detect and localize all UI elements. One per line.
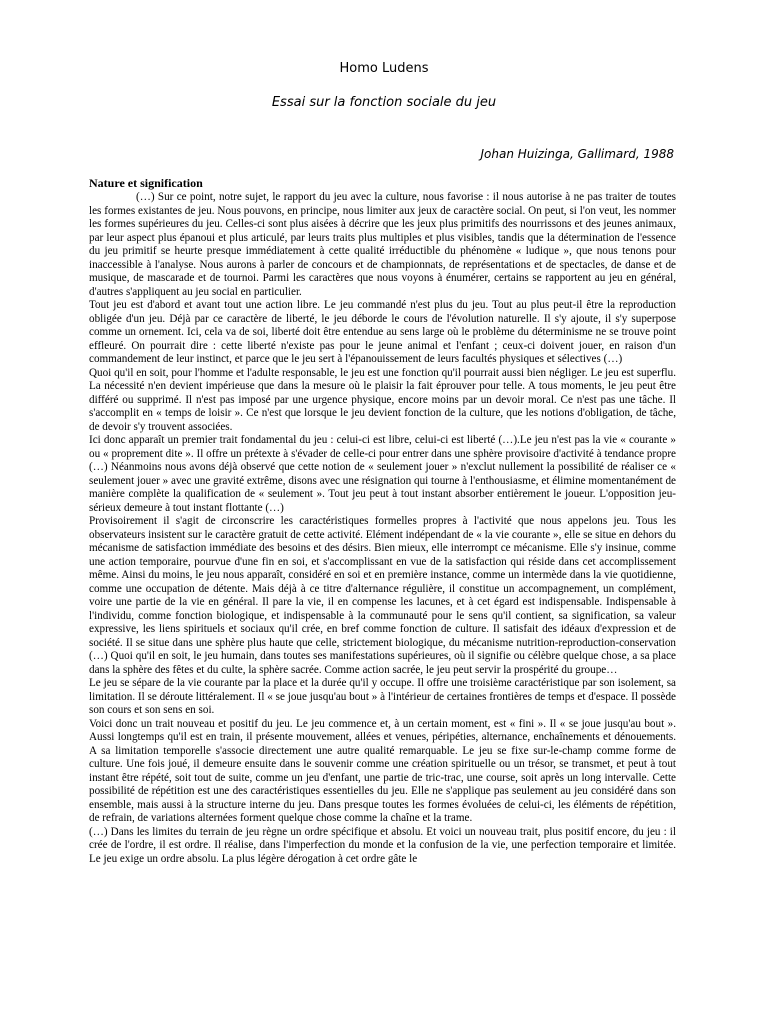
paragraph: Quoi qu'il en soit, pour l'homme et l'adulte responsable, le jeu est une fonction qu'il pourrait aussi bien négliger. Le jeu est superflu. La nécessité n'en devient impérieuse que dans la mesure où le plaisir la fait éprouver pour telle. A tous moments, le jeu peut être différé ou supprimé. Il n'est pas imposé par une urgence physique, encore moins par un devoir moral. Ce n'est pas une tâche. Il s'accomplit en « temps de loisir ». Ce n'est que lorsque le jeu devient fonction de la culture, que les notions d'obligation, de tâche, de devoir s'y trouvent associées. <box>89 366 676 433</box>
body-text <box>89 191 676 1021</box>
paragraph: Ici donc apparaît un premier trait fondamental du jeu : celui-ci est libre, celui-ci est liberté (…).Le jeu n'est pas la vie « courante » ou « proprement dite ». Il offre un prétexte à s'évader de celle-ci pour entrer dans une sphère provisoire d'activité à tendance propre (…) Néanmoins nous avons déjà observé que cette notion de « seulement jouer » n'exclut nullement la possibilité de réaliser ce « seulement jouer » avec une gravité extrême, disons avec une résignation qui tourne à l'enthousiasme, et élimine momentanément de manière complète la qualification de « seulement ». Tout jeu peut à tout instant absorber entièrement le joueur. L'opposition jeu-sérieux demeure à tout instant flottante (…) <box>89 434 676 514</box>
author-line: Johan Huizinga, Gallimard, 1988 <box>480 147 674 161</box>
paragraph: Tout jeu est d'abord et avant tout une action libre. Le jeu commandé n'est plus du jeu. Tout au plus peut-il être la reproduction obligée d'un jeu. Déjà par ce caractère de liberté, le jeu déborde le cours de l'évolution naturelle. Il s'y ajoute, il s'y superpose comme un ornement. Ici, cela va de soi, liberté doit être entendue au sens large où le problème du déterminisme ne se trouve point effleuré. On pourrait dire : cette liberté n'existe pas pour le jeune animal et l'enfant ; ceux-ci doivent jouer, en raison d'un commandement de leur instinct, et parce que le jeu sert à l'épanouissement de leurs facultés physiques et sélectives (…) <box>89 299 676 365</box>
section-heading: Nature et signification <box>89 176 203 190</box>
paragraph: Provisoirement il s'agit de circonscrire les caractéristiques formelles propres à l'activité que nous appelons jeu. Tous les observateurs insistent sur le caractère gratuit de cette activité. Elément indépendant de « la vie courante », elle se situe en dehors du mécanisme de satisfaction immédiate des besoins et des désirs. Bien mieux, elle interrompt ce mécanisme. Elle s'y insinue, comme une action temporaire, pourvue d'une fin en soi, et s'accomplissant en vue de la satisfaction qui réside dans cet accomplissement même. Ainsi du moins, le jeu nous apparaît, considéré en soi et en première instance, comme un intermède dans la vie quotidienne, comme une occupation de détente. Mais déjà à ce titre d'alternance régulière, il constitue un accompagnement, un complément, voire une partie de la vie en général. Il pare la vie, il en compense les lacunes, et à cet égard est indispensable. Indispensable à l'individu, comme fonction biologique, et indispensable à la communauté pour le sens qu'il contient, sa signification, sa valeur expressive, les liens spirituels et sociaux qu'il crée, en bref comme fonction de culture. Il satisfait des idéaux d'expression et de société. Il se situe dans une sphère plus haute que celle, strictement biologique, du mécanisme nutrition-reproduction-conservation (…) Quoi qu'il en soit, le jeu humain, dans toutes ses manifestations supérieures, où il signifie ou célèbre quelque chose, a sa place dans la sphère des fêtes et du culte, la sphère sacrée. Comme action sacrée, le jeu peut servir la prospérité du groupe… <box>89 515 676 676</box>
paragraph: Le jeu se sépare de la vie courante par la place et la durée qu'il y occupe. Il offre une troisième caractéristique par son isolement, sa limitation. Il se déroute littéralement. Il « se joue jusqu'au bout » à l'intérieur de certaines frontières de temps et d'espace. Il possède son cours et son sens en soi. <box>89 677 676 716</box>
paragraph: (…) Sur ce point, notre sujet, le rapport du jeu avec la culture, nous favorise : il nous autorise à ne pas traiter de toutes les formes existantes de jeu. Nous pouvons, en principe, nous limiter aux jeux de caractère social. On peut, si l'on veut, les nommer les formes supérieures du jeu. Celles-ci sont plus aisées à décrire que les jeux plus primitifs des nourrissons et des jeunes animaux, par leur aspect plus épanoui et plus articulé, par leurs traits plus multiples et plus visibles, tandis que la détermination de l'essence du jeu primitif se heurte presque immédiatement à cette qualité irréductible du phénomène « ludique », que nous tenons pour inaccessible à l'analyse. Nous aurons à parler de concours et de championnats, de représentations et de spectacles, de danse et de musique, de mascarade et de tournoi. Parmi les caractères que nous voyons à énumérer, certains se rapportent au jeu en général, d'autres s'appliquent au jeu social en particulier. <box>89 191 676 298</box>
document-subtitle: Essai sur la fonction sociale du jeu <box>271 95 497 110</box>
paragraph: Voici donc un trait nouveau et positif du jeu. Le jeu commence et, à un certain moment, est « fini ». Il « se joue jusqu'au bout ». Aussi longtemps qu'il est en train, il présente mouvement, allées et venues, péripéties, alternance, enchaînements et dénouements. A sa limitation temporelle s'associe directement une autre qualité remarquable. Le jeu se fixe sur-le-champ comme forme de culture. Une fois joué, il demeure ensuite dans le souvenir comme une création spirituelle ou un trésor, se transmet, et peut à tout instant être répété, soit tout de suite, comme un jeu d'enfant, une partie de tric-trac, une course, soit après un long intervalle. Cette possibilité de répétition est une des caractéristiques essentielles du jeu. Elle ne s'applique pas seulement au jeu considéré dans son ensemble, mais aussi à la structure interne du jeu. Dans presque toutes les formes évoluées de celui-ci, les éléments de répétition, de refrain, de variations alternées forment quelque chose comme la chaîne et la trame. <box>89 717 676 824</box>
document-title: Homo Ludens <box>339 61 429 76</box>
paragraph: (…) Dans les limites du terrain de jeu règne un ordre spécifique et absolu. Et voici un nouveau trait, plus positif encore, du jeu : il crée de l'ordre, il est ordre. Il réalise, dans l'imperfection du monde et la confusion de la vie, une perfection temporaire et limitée. Le jeu exige un ordre absolu. La plus légère dérogation à cet ordre gâte le <box>89 825 676 865</box>
